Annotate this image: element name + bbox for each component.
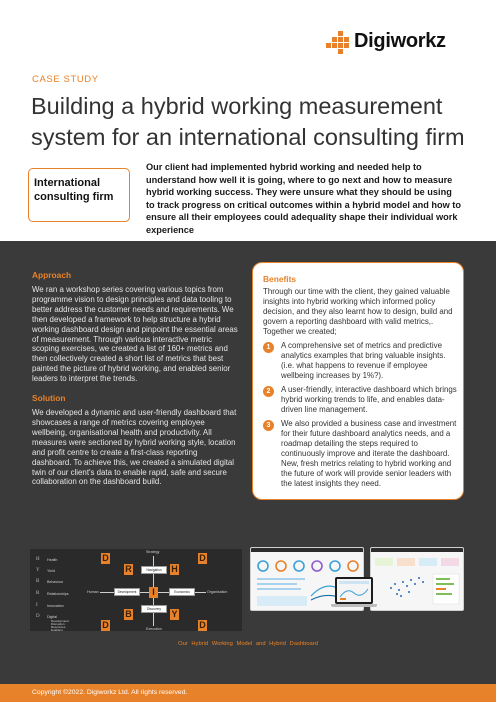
- footer-bar: [0, 684, 496, 702]
- model-cell-d: D: [102, 553, 109, 563]
- benefit-text: A comprehensive set of metrics and predictive analytics examples that bring valuable insights. (i.e. what happens to revenue if employee wellbeing increases by 1%?).: [281, 341, 446, 380]
- brand-logo: [326, 30, 446, 53]
- model-cell-d: D: [199, 620, 206, 630]
- laptop-graphic: [337, 579, 371, 602]
- digital-sub-item: Development: [51, 619, 69, 623]
- model-cell-i: I: [149, 587, 158, 598]
- model-cell-d: D: [102, 620, 109, 630]
- left-column: [32, 270, 238, 487]
- solution-text: We developed a dynamic and user-friendly dashboard that showcases a range of metrics covering employee wellbeing, organisational health and productivity. All measures were sectioned by hybrid working style, location and profit centre to create a first-class reporting dashboard. To achieve this, we created a simulated digital twin of our client's data to enable rapid, safe and secure collaboration on the dashboard build.: [32, 408, 237, 487]
- model-row-label: Yield: [47, 569, 55, 573]
- model-row-letter: H: [36, 557, 40, 562]
- laptop-screen: [335, 577, 373, 604]
- figure-caption: Our Hybrid Working Model and Hybrid Dashboard: [178, 641, 318, 647]
- model-cell-h: H: [171, 564, 178, 574]
- organisation-label: Organisation: [207, 590, 228, 594]
- model-cell-b: B: [125, 609, 132, 619]
- benefit-text: A user-friendly, interactive dashboard which brings hybrid working trends to life, and enables data-driven line management.: [281, 385, 457, 414]
- dashboard-graphic: [371, 552, 464, 611]
- benefit-item: [263, 419, 457, 489]
- page-title: Building a hybrid working measurement system for an international consulting firm: [31, 93, 465, 150]
- hybrid-working-model: [30, 549, 242, 631]
- model-row-label: Relationships: [47, 592, 69, 596]
- laptop-image: [335, 577, 373, 610]
- model-row-label: Health: [47, 558, 58, 562]
- economics-box: Economics: [169, 588, 195, 596]
- digital-sub-item: Disruption: [51, 622, 65, 626]
- model-row-letter: I: [36, 603, 38, 608]
- logo-mark-icon: [326, 31, 350, 53]
- solution-heading: Solution: [32, 393, 66, 404]
- strategy-label: Strategy: [146, 550, 160, 554]
- intro-text: Our client had implemented hybrid working and needed help to understand how well it is going, where to go next and how to measure hybrid working success. They were unsure what they should be using to track progress on critical outcomes within a hybrid model and how to ensure all their employees could adequality shape their individual work experience: [146, 162, 461, 235]
- benefits-heading: Benefits: [263, 274, 297, 284]
- digital-sub-item: Resources: [51, 625, 66, 629]
- eyebrow-label: CASE STUDY: [32, 74, 99, 85]
- copyright-text: Copyright ©2022. Digiworkz Ltd. All rights reserved.: [32, 689, 188, 696]
- model-row-letter: R: [36, 591, 40, 596]
- digital-sub-item: Enablers: [51, 628, 63, 632]
- navigation-box: Navigation: [141, 566, 167, 574]
- model-row-label: Innovation: [47, 604, 64, 608]
- model-cell-y: Y: [171, 609, 178, 619]
- client-label-box: International consulting firm: [28, 168, 130, 222]
- model-row-label: Behaviour: [47, 580, 64, 584]
- benefit-text: We also provided a business case and investment for their future dashboard analytics needs, and a roadmap detailing the steps required to continuously improve and iterate the dashboard. New, fresh metrics relating to hybrid working and the future of work will provide senior leaders with the latest insights they need.: [281, 419, 457, 488]
- model-row-letter: B: [36, 579, 40, 584]
- approach-heading: Approach: [32, 270, 72, 280]
- benefit-item: [263, 341, 457, 381]
- model-row-letter: D: [36, 614, 40, 619]
- number-badge: 3: [263, 420, 274, 431]
- benefit-item: [263, 385, 457, 415]
- dashboard-image-2: [370, 547, 464, 611]
- number-badge: 1: [263, 342, 274, 353]
- model-row-label: Digital: [47, 615, 57, 619]
- benefits-intro: Through our time with the client, they gained valuable insights into hybrid working which informed policy decision, and they also learnt how to design, build and govern a reporting dashboard with valid metrics,. Together we created;: [263, 287, 453, 336]
- model-cell-r: R: [125, 564, 132, 574]
- model-cell-d: D: [199, 553, 206, 563]
- brand-name: Digiworkz: [354, 30, 446, 52]
- number-badge: 2: [263, 386, 274, 397]
- approach-text: We ran a workshop series covering various topics from programme vision to design principles and data tooling to better address the customer needs and requirements. We then developed a framework to help structure a hybrid working dashboard design and pinpoint the essential areas of measurement. Through various interactive metric scoping exercises, we created a list of 160+ metrics and then collectively created a short list of metrics that best painted the picture of hybrid working, and enabled senior leaders to interpret the trends.: [32, 285, 238, 384]
- human-label: Human: [87, 590, 99, 594]
- development-box: Development: [114, 588, 140, 596]
- model-row-letter: Y: [36, 568, 40, 573]
- execution-label: Execution: [146, 627, 162, 631]
- discovery-box: Discovery: [141, 605, 167, 613]
- benefits-card: [252, 262, 464, 500]
